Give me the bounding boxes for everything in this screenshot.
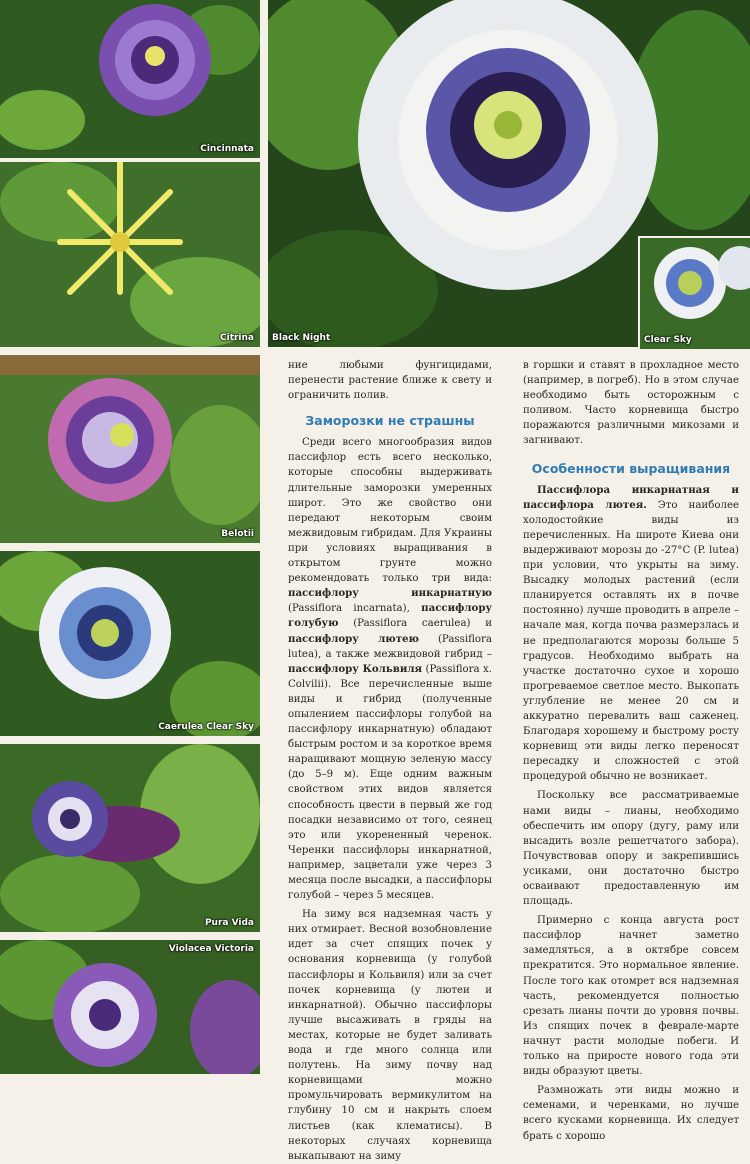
caption-pura-vida: Pura Vida — [204, 918, 254, 928]
caption-cincinnata: Cincinnata — [200, 144, 254, 154]
species-incarnata: пассифлору инкарнатную — [288, 587, 492, 600]
photo-pura-vida — [0, 744, 260, 932]
paragraph-continuation: в горшки и ставят в прохладное место (например, в погреб). Но в этом случае необходимо быть осторожным с поливом. Часто корневища быстро поражаются различными микозами и загнивают. — [523, 360, 739, 447]
paragraph-autumn: Примерно с конца августа рост пассифлор начнет заметно замедляться, а в октябре совсем прекратится. Это нормальное явление. После того как отомрет вся надземная часть, рекомендуется полностью срезать лианы почти до уровня почвы. Из спящих почек в феврале-марте начнут расти молодые побеги. И только на приросте нового года эти виды образуют цветы. — [523, 915, 739, 1078]
species-caerulea: пассифлору голубую — [288, 602, 492, 630]
species-incarnata-lutea: Пассифлора инкарнатная и пассифлора лютея. — [523, 483, 739, 511]
text-run: Среди всего многообразия видов пассифлор есть всего несколько, которые способны выдерживать длительные заморозки умеренных широт. Это же свойство они передают некоторым своим межвидовым гибридам. Для Украины при условиях выращивания в открытом грунте можно рекомендовать только три вида: — [288, 437, 493, 585]
photo-citrina — [0, 162, 260, 347]
flower-clear-sky-image — [640, 238, 750, 349]
text-run: Это наиболее холодостойкие виды из перечисленных. На широте Киева они выдерживают морозы до -27°С (P. lutea) при условии, что укрыты на зиму. Высадку молодых растений (если планируется оставлять их в почве постоянно) лучше проводить в апреле – начале мая, когда почва размерзлась и не предполагаются морозы больше 5 градусов. Необходимо выбрать на участке достаточно сухое и хорошо прогреваемое светлое место. Выкопать углубление не менее 20 см и аккуратно перевалить ваш саженец. Благодаря хорошему и быстрому росту корневищ эти виды легко переносят пересадку и сложностей с этой процедурой обычно не возникает. — [523, 499, 740, 783]
photo-clear-sky — [638, 236, 750, 349]
text-run: (Passiflora lutea), а также межвидовой гибрид – — [288, 633, 492, 660]
heading-growing: Особенности выращивания — [531, 460, 731, 476]
paragraph-propagation: Размножать эти виды можно и семенами, и черенками, но лучше всего кусками корневища. Их следует брать с хорошо — [523, 1085, 739, 1142]
flower-belotii-image — [0, 355, 260, 543]
photo-cincinnata — [0, 0, 260, 158]
paragraph-incarnata-lutea — [523, 483, 739, 785]
flower-citrina-image — [0, 162, 260, 347]
flower-violacea-victoria-image — [0, 940, 260, 1074]
paragraph-frost-species — [288, 435, 492, 903]
species-lutea: пассифлору лютею — [288, 632, 419, 645]
caption-caerulea-clear-sky: Caerulea Clear Sky — [158, 722, 254, 732]
text-column-1 — [288, 358, 492, 1164]
photo-caerulea-clear-sky — [0, 551, 260, 736]
text-run: (Passiflora incarnata), — [288, 603, 422, 615]
caption-citrina: Citrina — [220, 333, 254, 343]
flower-pura-vida-image — [0, 744, 260, 932]
caption-black-night: Black Night — [272, 333, 331, 343]
photo-violacea-victoria — [0, 940, 260, 1074]
text-run: (Passiflora caerulea) и — [338, 618, 492, 630]
flower-caerulea-clear-sky-image — [0, 551, 260, 736]
caption-belotii: Belotii — [221, 529, 254, 539]
text-run: (Passiflora x. Colvilii). Все перечисленные выше виды и гибрид (полученные опылением пассифлоры голубой на пассифлору инкарнатную) обладают быстрым ростом и за короткое время наращивают мощную зеленую массу (до 5–9 м). Еще одним важным свойством этих видов является способность цвести в первый же год посадки независимо от того, сеянец это или укорененный черенок. Черенки пассифлоры инкарнатной, например, зацветали уже через 3 месяца после высадки, а пассифлоры голубой – через 5 месяцев. — [288, 663, 492, 902]
species-colvilii: пассифлору Кольвиля — [288, 662, 423, 675]
paragraph-support: Поскольку все рассматриваемые нами виды – лианы, необходимо обеспечить им опору (дугу, раму или высадить возле решетчатого забора). Почувствовав опору и закрепившись усиками, они достаточно быстро осваивают предоставленную им площадь. — [523, 790, 739, 908]
paragraph-winter: На зиму вся надземная часть у них отмирает. Весной возобновление идет за счет спящих почек у основания корневища (у голубой пассифлоры и Кольвиля) или за счет почек корневища (у лютеи и инкарнатной). Обычно пассифлоры лучше высаживать в гряды на местах, которые не будет заливать вода и где много солнца или полутень. На зиму почву над корневищами можно промульчировать вермикулитом на глубину 10 см и накрыть слоем листьев (как клематисы). В некоторых случаях корневища выкапывают на зиму — [288, 909, 492, 1162]
photo-belotii — [0, 355, 260, 543]
flower-cincinnata-image — [0, 0, 260, 158]
heading-frost: Заморозки не страшны — [305, 413, 475, 429]
caption-clear-sky: Clear Sky — [644, 335, 692, 345]
text-column-2 — [523, 358, 739, 1144]
caption-violacea-victoria: Violacea Victoria — [168, 944, 254, 954]
paragraph-continuation: ние любыми фунгицидами, перенести растение ближе к свету и ограничить полив. — [288, 360, 492, 402]
